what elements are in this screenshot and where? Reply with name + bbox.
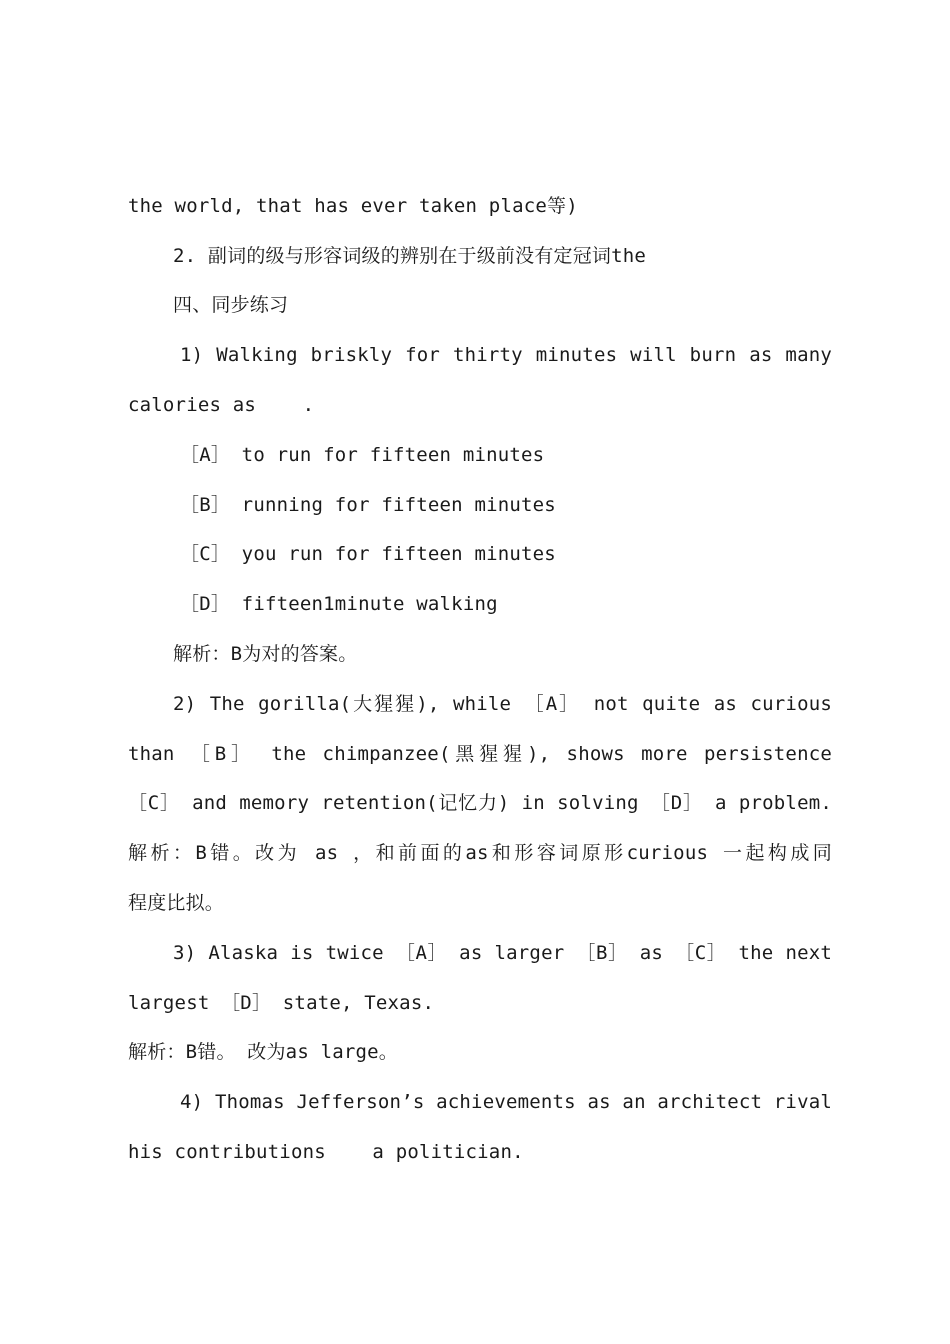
question-1-stem: calories as . [128,394,315,416]
question-1-stem: 1) Walking briskly for thirty minutes will burn as many [180,344,832,366]
option-b: ［B］ running for fifteen minutes [180,494,556,516]
text-line: 2. 副词的级与形容词级的辨别在于级前没有定冠词the [173,245,647,267]
answer-explanation: 解析：B为对的答案。 [173,643,358,665]
answer-explanation: 解析：B错。 改为as large。 [128,1041,398,1063]
question-4-stem: his contributions a politician. [128,1141,524,1163]
option-c: ［C］ you run for fifteen minutes [180,543,556,565]
answer-explanation: 程度比拟。 [128,892,225,914]
question-2-stem: than ［B］ the chimpanzee(黑猩猩), shows more persistence [128,743,832,765]
option-d: ［D］ fifteen1minute walking [180,593,498,615]
answer-explanation: 解析：B错。改为 as ，和前面的as和形容词原形curious 一起构成同 [128,842,832,864]
question-3-stem: 3) Alaska is twice ［A］ as larger ［B］ as ［C］ the next [173,942,832,964]
question-3-stem: largest ［D］ state, Texas. [128,992,435,1014]
section-heading: 四、同步练习 [173,294,289,316]
option-a: ［A］ to run for fifteen minutes [180,444,545,466]
question-4-stem: 4) Thomas Jefferson’s achievements as an architect rival [180,1091,832,1113]
question-2-stem: 2) The gorilla(大猩猩), while ［A］ not quite as curious [173,693,832,715]
text-line: the world, that has ever taken place等) [128,195,578,217]
question-2-stem: ［C］ and memory retention(记忆力) in solving ［D］ a problem. [128,792,832,814]
